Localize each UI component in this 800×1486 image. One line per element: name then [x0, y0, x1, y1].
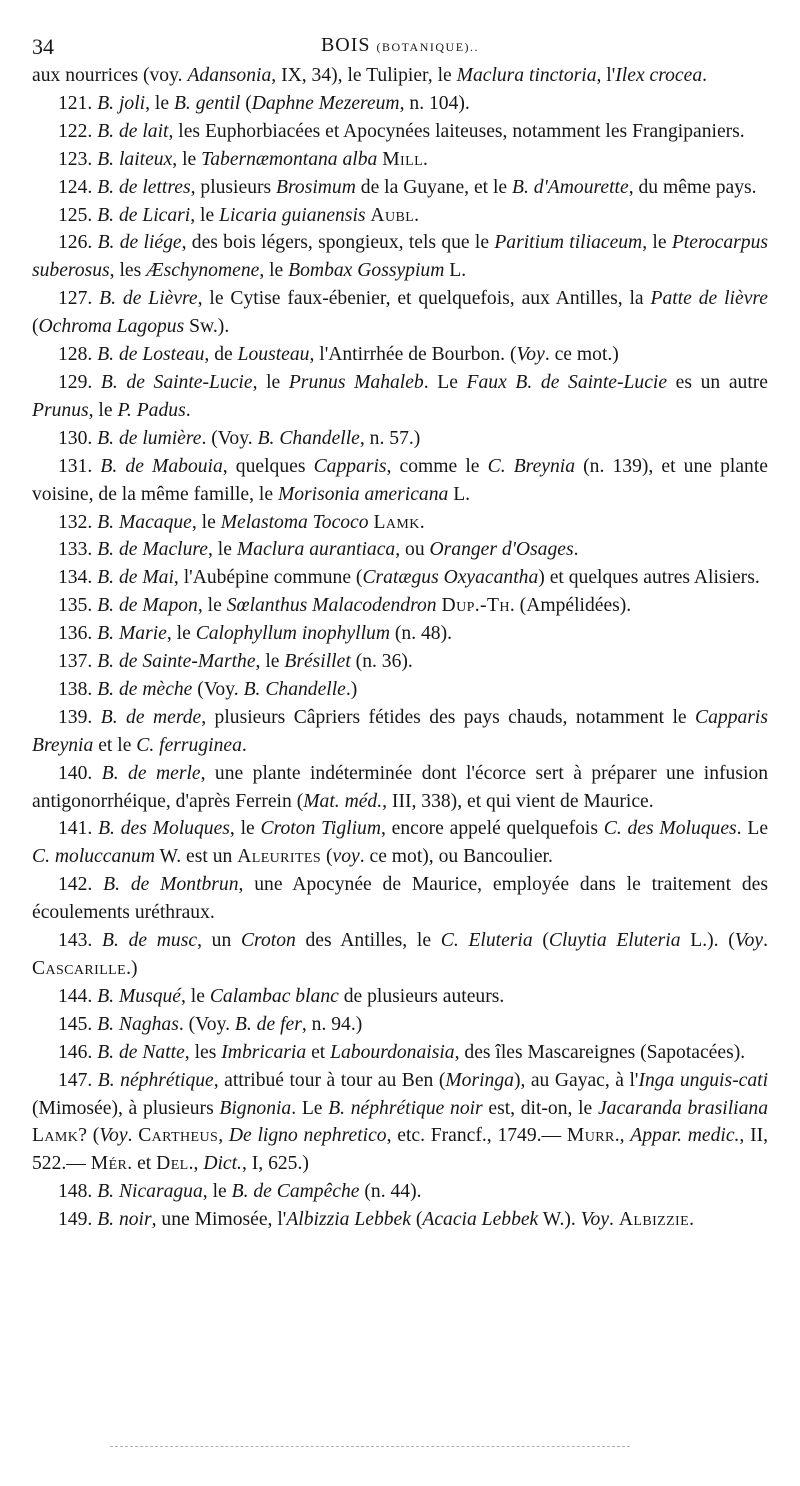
text-run: , n. 57.) — [359, 427, 421, 449]
text-run: de plusieurs auteurs. — [338, 985, 505, 1007]
text-run: 132. — [58, 511, 98, 533]
italic-text: B. laiteux — [97, 148, 173, 170]
text-run: L.). ( — [680, 930, 735, 952]
footer-rule — [110, 1446, 630, 1447]
italic-text: Cluytia Eluteria — [548, 930, 681, 952]
dictionary-entry — [32, 90, 768, 118]
text-run: 142. — [58, 874, 104, 896]
italic-text: B. de Campêche — [231, 1181, 360, 1203]
text-run: 148. — [58, 1181, 98, 1203]
running-title — [0, 34, 800, 57]
italic-text: B. de Losteau — [97, 344, 205, 366]
italic-text: Paritium tiliaceum — [494, 232, 643, 254]
text-run: et le — [93, 734, 137, 756]
italic-text: B. Chandelle — [243, 678, 346, 700]
text-run: (Voy. — [192, 678, 244, 700]
italic-text: B. de lait — [97, 120, 169, 142]
italic-text: B. Chandelle — [257, 427, 360, 449]
italic-text: Imbricaria — [221, 1041, 307, 1063]
text-run: 124. — [58, 176, 98, 198]
text-run: , des îles Mascareignes (Sapotacées). — [454, 1041, 746, 1063]
running-title-main: BOIS — [320, 34, 371, 56]
text-run: . (Voy. — [178, 1013, 235, 1035]
dictionary-entry — [32, 620, 768, 648]
text-run: , attribué tour à tour au Ben ( — [213, 1069, 446, 1091]
dictionary-entry — [32, 341, 768, 369]
text-run: 122. — [58, 120, 98, 142]
italic-text: B. de merle — [101, 762, 201, 784]
text-run: , le — [208, 539, 237, 561]
text-run: (n. 44). — [359, 1181, 422, 1203]
entry-continuation — [32, 62, 768, 90]
italic-text: Mat. méd. — [303, 790, 383, 812]
text-run: 149. — [58, 1209, 98, 1231]
italic-text: Melastoma Tococo — [220, 511, 369, 533]
text-run: , — [218, 1125, 229, 1147]
text-run: L. — [448, 483, 471, 505]
text-run: 123. — [58, 148, 98, 170]
italic-text: B. Nicaragua — [97, 1181, 203, 1203]
text-run: . (Ampélidées). — [509, 595, 632, 617]
dictionary-entry — [32, 229, 768, 285]
text-run: 145. — [58, 1013, 98, 1035]
text-run: , le — [191, 511, 221, 533]
small-caps-text: Del — [156, 1153, 189, 1175]
italic-text: C. des Moluques — [603, 818, 737, 840]
text-run: , etc. Francf., 1749.— — [386, 1125, 567, 1147]
dictionary-entry — [32, 704, 768, 760]
text-run: . — [419, 511, 425, 533]
text-run: ( — [532, 930, 549, 952]
italic-text: Capparis Breynia — [32, 706, 768, 756]
italic-text: Brosimum — [276, 176, 356, 198]
text-run: , un — [197, 930, 241, 952]
italic-text: B. d'Amourette — [512, 176, 629, 198]
italic-text: Maclura aurantiaca — [236, 539, 396, 561]
text-run: , plusieurs Câpriers fétides des pays chauds, notamment le — [201, 706, 696, 728]
italic-text: Brésillet — [284, 651, 351, 673]
text-run: Sw.). — [184, 316, 230, 338]
italic-text: B. de fer — [234, 1013, 302, 1035]
dictionary-entry — [32, 1039, 768, 1067]
italic-text: B. de merde — [100, 706, 202, 728]
text-run: ( — [321, 846, 333, 868]
small-caps-text: Cascarille — [32, 958, 127, 979]
italic-text: Ilex crocea — [615, 65, 703, 86]
text-run: . — [423, 148, 428, 170]
italic-text: Voy — [734, 930, 764, 952]
dictionary-entry — [32, 927, 768, 983]
italic-text: B. de Sainte-Lucie — [100, 371, 253, 393]
text-run: es un autre — [667, 371, 768, 393]
text-run: , IX, 34), le Tulipier, le — [271, 65, 457, 86]
italic-text: C. Eluteria — [440, 930, 533, 952]
italic-text: De ligno nephretico — [228, 1125, 387, 1147]
dictionary-entry — [32, 425, 768, 453]
italic-text: Licaria guianensis — [219, 204, 366, 226]
dictionary-entry — [32, 174, 768, 202]
text-run: 128. — [58, 344, 98, 366]
italic-text: B. néphrétique noir — [328, 1097, 483, 1119]
small-caps-text: Murr — [566, 1125, 615, 1147]
text-run: (n. 36). — [350, 651, 413, 673]
text-run: . — [241, 734, 247, 756]
italic-text: Croton Tiglium — [260, 818, 381, 840]
italic-text: B. des Moluques — [98, 818, 230, 840]
text-run: , une Apocynée de Maurice, employée dans le traitement des écoulements uréthraux. — [32, 874, 768, 924]
text-run: 144. — [58, 985, 98, 1007]
text-run: 129. — [58, 371, 101, 393]
text-run: , le — [197, 595, 227, 617]
text-run: des Antilles, le — [295, 930, 441, 952]
italic-text: B. noir — [97, 1209, 152, 1231]
text-run: . — [127, 1125, 139, 1147]
italic-text: Appar. medic. — [630, 1125, 740, 1147]
italic-text: Oranger d'Osages — [429, 539, 574, 561]
text-run: 121. — [58, 92, 98, 114]
small-caps-text: Dup.-Th — [441, 595, 510, 617]
italic-text: Inga unguis-cati — [638, 1069, 769, 1091]
text-run: 137. — [58, 651, 98, 673]
small-caps-text: Lamk — [32, 1125, 79, 1147]
text-run: (Mimosée), à plusieurs — [32, 1097, 220, 1119]
italic-text: Daphne Mezereum — [251, 92, 400, 114]
text-run: . et — [127, 1153, 157, 1175]
text-run: ? ( — [78, 1125, 100, 1147]
text-run: ), au Gayac, à l' — [513, 1069, 639, 1091]
text-run: 136. — [58, 623, 98, 645]
text-run: , du même pays. — [628, 176, 757, 198]
text-run: .) — [345, 678, 358, 700]
text-run: , le — [202, 1181, 232, 1203]
text-run: , le — [172, 148, 202, 170]
text-run: . Le — [736, 818, 769, 840]
dictionary-entry — [32, 815, 768, 871]
small-caps-text: Mér — [90, 1153, 128, 1175]
text-run: . — [185, 399, 191, 421]
dictionary-entry — [32, 983, 768, 1011]
small-caps-text: Albizzie — [618, 1209, 690, 1231]
text-run: , I, 625.) — [241, 1153, 309, 1175]
dictionary-entry — [32, 1011, 768, 1039]
text-run: , le — [88, 399, 118, 421]
italic-text: Moringa — [445, 1069, 514, 1091]
text-run: . ce mot), ou Bancoulier. — [359, 846, 553, 868]
italic-text: Capparis — [313, 455, 387, 477]
italic-text: B. Marie — [97, 623, 167, 645]
page-number: 34 — [32, 34, 54, 59]
dictionary-entry — [32, 285, 768, 341]
small-caps-text: Aleurites — [237, 846, 322, 868]
text-run: , ou — [395, 539, 430, 561]
text-run: 130. — [58, 427, 98, 449]
italic-text: Jacaranda brasiliana — [597, 1097, 769, 1119]
italic-text: B. Macaque — [97, 511, 192, 533]
text-run: 139. — [58, 706, 101, 728]
italic-text: Morisonia americana — [277, 483, 449, 505]
text-run: , une plante indéterminée dont l'écorce sert à préparer une infusion antigonorrhéique, d'après Ferrein ( — [32, 762, 769, 812]
text-run: aux nourrices (voy. — [32, 65, 188, 86]
italic-text: B. de Mapon — [97, 595, 198, 617]
small-caps-text: Lamk — [373, 511, 420, 533]
italic-text: B. joli — [97, 92, 146, 114]
italic-text: Cratægus Oxyacantha — [362, 567, 539, 589]
italic-text: B. de Lièvre — [99, 288, 198, 310]
text-run: 138. — [58, 678, 98, 700]
text-run: . — [414, 204, 420, 226]
dictionary-entry — [32, 509, 768, 537]
dictionary-entry — [32, 592, 768, 620]
italic-text: Tabernæmontana alba — [201, 148, 378, 170]
text-run: , le — [166, 623, 196, 645]
italic-text: B. de mèche — [97, 678, 193, 700]
text-run: 135. — [58, 595, 98, 617]
text-run: . Le — [423, 371, 467, 393]
italic-text: C. moluccanum — [32, 846, 155, 868]
text-run: , de — [204, 344, 238, 366]
text-run: , le Cytise faux-ébenier, et quelquefois, aux Antilles, la — [197, 288, 651, 310]
italic-text: Patte de lièvre — [650, 288, 768, 310]
text-run: , n. 94.) — [301, 1013, 363, 1035]
dictionary-entry — [32, 564, 768, 592]
italic-text: Calambac blanc — [209, 985, 339, 1007]
italic-text: Lousteau — [237, 344, 310, 366]
dictionary-entry — [32, 648, 768, 676]
text-run: , le — [252, 371, 289, 393]
dictionary-entry — [32, 1067, 768, 1179]
italic-text: Maclura tinctoria — [456, 65, 597, 86]
dictionary-entry — [32, 871, 768, 927]
italic-text: B. néphrétique — [97, 1069, 214, 1091]
text-run: , le — [259, 260, 289, 282]
italic-text: Voy — [99, 1125, 128, 1147]
italic-text: Prunus Mahaleb — [288, 371, 424, 393]
text-run: . — [763, 930, 768, 952]
dictionary-entry — [32, 1206, 768, 1234]
italic-text: Labourdonaisia — [330, 1041, 455, 1063]
text-run: , comme le — [386, 455, 488, 477]
italic-text: B. Musqué — [97, 985, 181, 1007]
italic-text: Calophyllum inophyllum — [195, 623, 390, 645]
text-run: ( — [410, 1209, 423, 1231]
text-run: , III, 338), et qui vient de Maurice. — [382, 790, 654, 812]
text-run: , le — [181, 985, 210, 1007]
italic-text: Bombax Gossypium — [288, 260, 445, 282]
dictionary-entry — [32, 202, 768, 230]
italic-text: voy — [332, 846, 360, 868]
text-run: , le — [229, 818, 261, 840]
small-caps-text: Aubl — [370, 204, 415, 226]
page-header — [0, 30, 800, 60]
italic-text: Croton — [240, 930, 296, 952]
text-run: et — [306, 1041, 331, 1063]
text-run: . (Voy. — [201, 427, 258, 449]
small-caps-text: Cartheus — [138, 1125, 219, 1147]
italic-text: Faux B. de Sainte-Lucie — [466, 371, 668, 393]
text-run: , plusieurs — [190, 176, 277, 198]
text-run: W.). — [538, 1209, 581, 1231]
text-run: 146. — [58, 1041, 98, 1063]
text-run: 134. — [58, 567, 98, 589]
text-run: ( — [32, 316, 39, 338]
text-run: (n. 139), et une plante voisine, de la même famille, le — [32, 455, 768, 505]
text-run: 126. — [58, 232, 98, 254]
italic-text: Bignonia — [219, 1097, 292, 1119]
text-run: 131. — [58, 455, 101, 477]
text-run: , les — [109, 260, 147, 282]
dictionary-entry — [32, 676, 768, 704]
text-run: 141. — [58, 818, 99, 840]
text-run: de la Guyane, et le — [355, 176, 513, 198]
italic-text: Ochroma Lagopus — [38, 316, 185, 338]
italic-text: B. de Maclure — [97, 539, 208, 561]
italic-text: Voy — [516, 344, 545, 366]
small-caps-text: Mill — [382, 148, 424, 170]
text-run: L. — [444, 260, 467, 282]
dictionary-entry — [32, 453, 768, 509]
italic-text: C. ferruginea — [136, 734, 242, 756]
text-run: , l'Antirrhée de Bourbon. ( — [309, 344, 517, 366]
text-run: . — [609, 1209, 619, 1231]
italic-text: Acacia Lebbek — [422, 1209, 539, 1231]
dictionary-entry — [32, 760, 768, 816]
italic-text: B. de Mabouia — [100, 455, 223, 477]
text-run: , des bois légers, spongieux, tels que le — [181, 232, 495, 254]
italic-text: Sœlanthus Malacodendron — [226, 595, 437, 617]
italic-text: B. de musc — [102, 930, 198, 952]
text-run: .) — [126, 958, 138, 979]
text-run: 127. — [58, 288, 100, 310]
running-title-sub: (BOTANIQUE).. — [376, 40, 480, 54]
italic-text: Pterocarpus suberosus — [32, 232, 768, 282]
text-run: , encore appelé quelquefois — [380, 818, 604, 840]
text-run: . — [702, 65, 708, 86]
text-run: , le — [190, 204, 220, 226]
dictionary-entry — [32, 1178, 768, 1206]
text-run: , quelques — [222, 455, 314, 477]
dictionary-entry — [32, 146, 768, 174]
text-run: 147. — [58, 1069, 98, 1091]
italic-text: B. de Mai — [97, 567, 174, 589]
text-run: ) et quelques autres Alisiers. — [538, 567, 760, 589]
text-run: (n. 48). — [389, 623, 453, 645]
text-run: W. est un — [155, 846, 238, 868]
dictionary-entry — [32, 369, 768, 425]
italic-text: Albizzia Lebbek — [286, 1209, 411, 1231]
body-text — [32, 62, 768, 1234]
text-run: , les — [184, 1041, 222, 1063]
italic-text: B. de lumière — [97, 427, 202, 449]
italic-text: B. de Natte — [97, 1041, 185, 1063]
italic-text: Prunus — [32, 399, 89, 421]
italic-text: B. gentil — [173, 92, 241, 114]
text-run: , le — [145, 92, 174, 114]
italic-text: B. de Sainte-Marthe — [97, 651, 256, 673]
italic-text: B. de Licari — [97, 204, 191, 226]
text-run: , une Mimosée, l' — [151, 1209, 287, 1231]
text-run: . ce mot.) — [544, 344, 619, 366]
italic-text: C. Breynia — [487, 455, 576, 477]
text-run: , les Euphorbiacées et Apocynées laiteuses, notamment les Frangipaniers. — [168, 120, 745, 142]
italic-text: B. de lettres — [97, 176, 191, 198]
dictionary-entry — [32, 536, 768, 564]
text-run: , le — [255, 651, 285, 673]
text-run: , n. 104). — [399, 92, 470, 114]
text-run: 140. — [58, 762, 102, 784]
text-run: . Le — [291, 1097, 329, 1119]
text-run: , le — [642, 232, 672, 254]
italic-text: B. Naghas — [97, 1013, 179, 1035]
italic-text: B. de Montbrun — [103, 874, 239, 896]
text-run: , l' — [596, 65, 616, 86]
text-run: ( — [240, 92, 252, 114]
text-run: 143. — [58, 930, 102, 952]
italic-text: Adansonia — [187, 65, 272, 86]
text-run: ., — [614, 1125, 631, 1147]
italic-text: Æschynomene — [146, 260, 260, 282]
text-run: , l'Aubépine commune ( — [173, 567, 363, 589]
text-run: ., — [188, 1153, 204, 1175]
italic-text: Voy — [580, 1209, 610, 1231]
italic-text: P. Padus — [117, 399, 186, 421]
text-run: 133. — [58, 539, 98, 561]
text-run: . — [573, 539, 579, 561]
text-run: 125. — [58, 204, 98, 226]
text-run: . — [689, 1209, 694, 1231]
italic-text: B. de liége — [97, 232, 182, 254]
text-run: est, dit-on, le — [482, 1097, 598, 1119]
dictionary-entry — [32, 118, 768, 146]
text-run: , II, 522.— — [32, 1125, 769, 1175]
italic-text: Dict. — [203, 1153, 242, 1175]
